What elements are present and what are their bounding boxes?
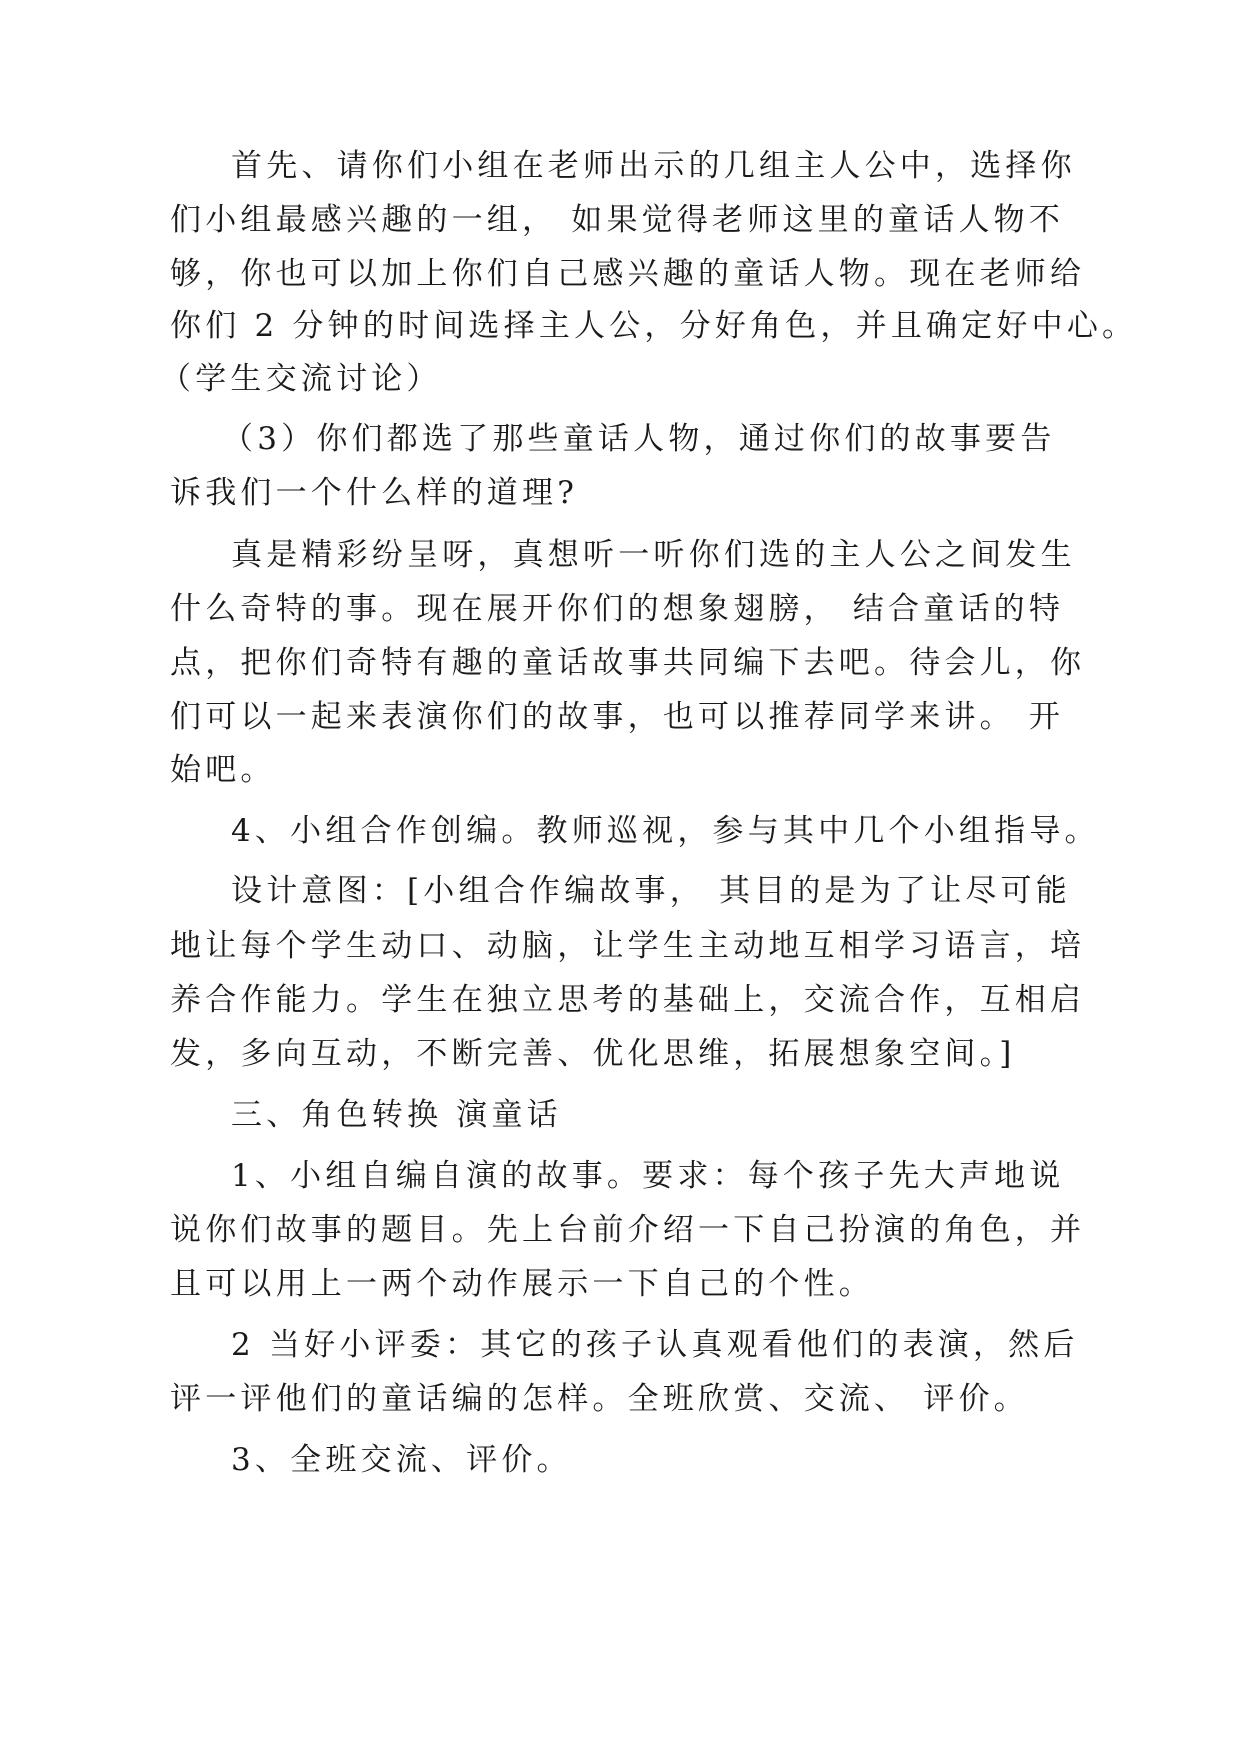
- paragraph-line: 够，你也可以加上你们自己感兴趣的童话人物。现在老师给: [170, 256, 1086, 292]
- paragraph-line: 真是精彩纷呈呀，真想听一听你们选的主人公之间发生: [231, 537, 1076, 573]
- paragraph-line: 3、全班交流、评价。: [231, 1442, 572, 1478]
- paragraph-line: 们小组最感兴趣的一组， 如果觉得老师这里的童话人物不: [170, 202, 1065, 238]
- paragraph-line: 说你们故事的题目。先上台前介绍一下自己扮演的角色，并: [170, 1212, 1086, 1248]
- paragraph-line: 地让每个学生动口、动脑，让学生主动地互相学习语言，培: [170, 928, 1086, 964]
- paragraph-line: 首先、请你们小组在老师出示的几组主人公中，选择你: [231, 148, 1076, 184]
- paragraph-line: 2 当好小评委：其它的孩子认真观看他们的表演，然后: [231, 1327, 1079, 1363]
- paragraph-line: 诉我们一个什么样的道理?: [170, 475, 579, 511]
- section-heading: 三、角色转换 演童话: [231, 1097, 562, 1133]
- paragraph-line: 们可以一起来表演你们的故事，也可以推荐同学来讲。 开: [170, 699, 1065, 735]
- paragraph-line: 你们 2 分钟的时间选择主人公，分好角色，并且确定好中心。: [170, 308, 1138, 344]
- paragraph-line: 且可以用上一两个动作展示一下自己的个性。: [170, 1266, 874, 1302]
- paragraph-line: 1、小组自编自演的故事。要求：每个孩子先大声地说: [231, 1158, 1065, 1194]
- paragraph-line: 4、小组合作创编。教师巡视，参与其中几个小组指导。: [231, 813, 1100, 849]
- paragraph-line: （学生交流讨论）: [160, 361, 442, 397]
- paragraph-line: 设计意图：[小组合作编故事， 其目的是为了让尽可能: [231, 873, 1071, 909]
- paragraph-line: 养合作能力。学生在独立思考的基础上，交流合作，互相启: [170, 982, 1086, 1018]
- paragraph-line: 评一评他们的童话编的怎样。全班欣赏、交流、 评价。: [170, 1381, 1029, 1417]
- paragraph-line: 什么奇特的事。现在展开你们的想象翅膀， 结合童话的特: [170, 591, 1065, 627]
- paragraph-line: 点，把你们奇特有趣的童话故事共同编下去吧。待会儿，你: [170, 645, 1086, 681]
- paragraph-line: 发，多向互动，不断完善、优化思维，拓展想象空间。]: [170, 1036, 1016, 1072]
- paragraph-line: （3）你们都选了那些童话人物，通过你们的故事要告: [222, 421, 1056, 457]
- paragraph-line: 始吧。: [170, 752, 276, 788]
